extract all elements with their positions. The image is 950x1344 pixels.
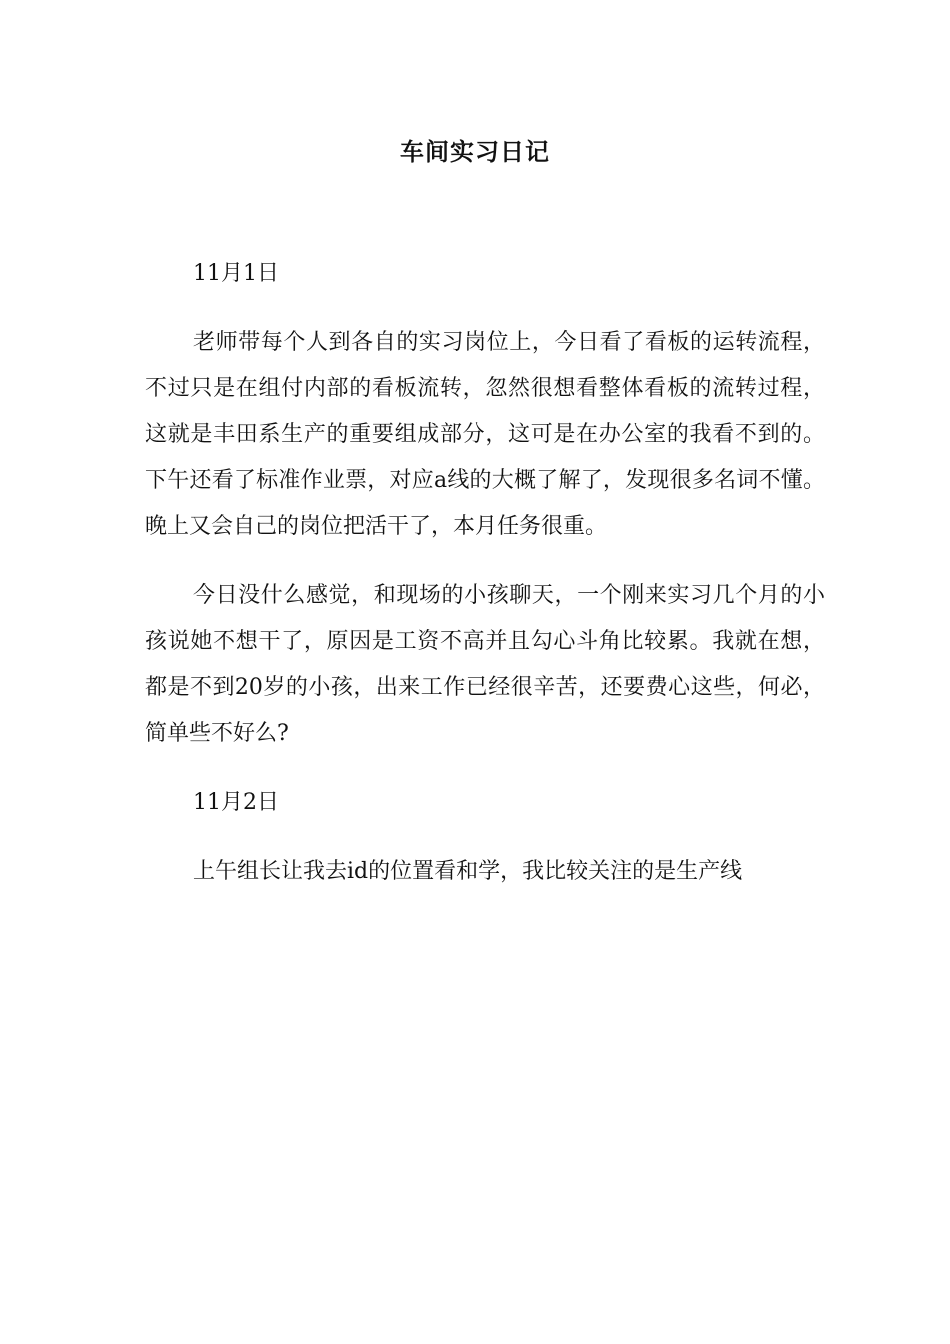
document-body: [145, 251, 825, 895]
entry-paragraph: 老师带每个人到各自的实习岗位上，今日看了看板的运转流程，不过只是在组付内部的看板流转，忽然很想看整体看板的流转过程，这就是丰田系生产的重要组成部分，这可是在办公室的我看不到的。下午还看了标准作业票，对应a线的大概了解了，发现很多名词不懂。晚上又会自己的岗位把活干了，本月任务很重。: [145, 330, 825, 539]
entry-date: 11月2日: [193, 790, 279, 815]
entry-date: 11月1日: [193, 261, 279, 286]
document-title: 车间实习日记: [400, 138, 550, 166]
entry-paragraph: 上午组长让我去id的位置看和学，我比较关注的是生产线: [193, 859, 743, 884]
entry-paragraph: 今日没什么感觉，和现场的小孩聊天，一个刚来实习几个月的小孩说她不想干了，原因是工资不高并且勾心斗角比较累。我就在想，都是不到20岁的小孩，出来工作已经很辛苦，还要费心这些，何必，简单些不好么?: [145, 583, 825, 746]
